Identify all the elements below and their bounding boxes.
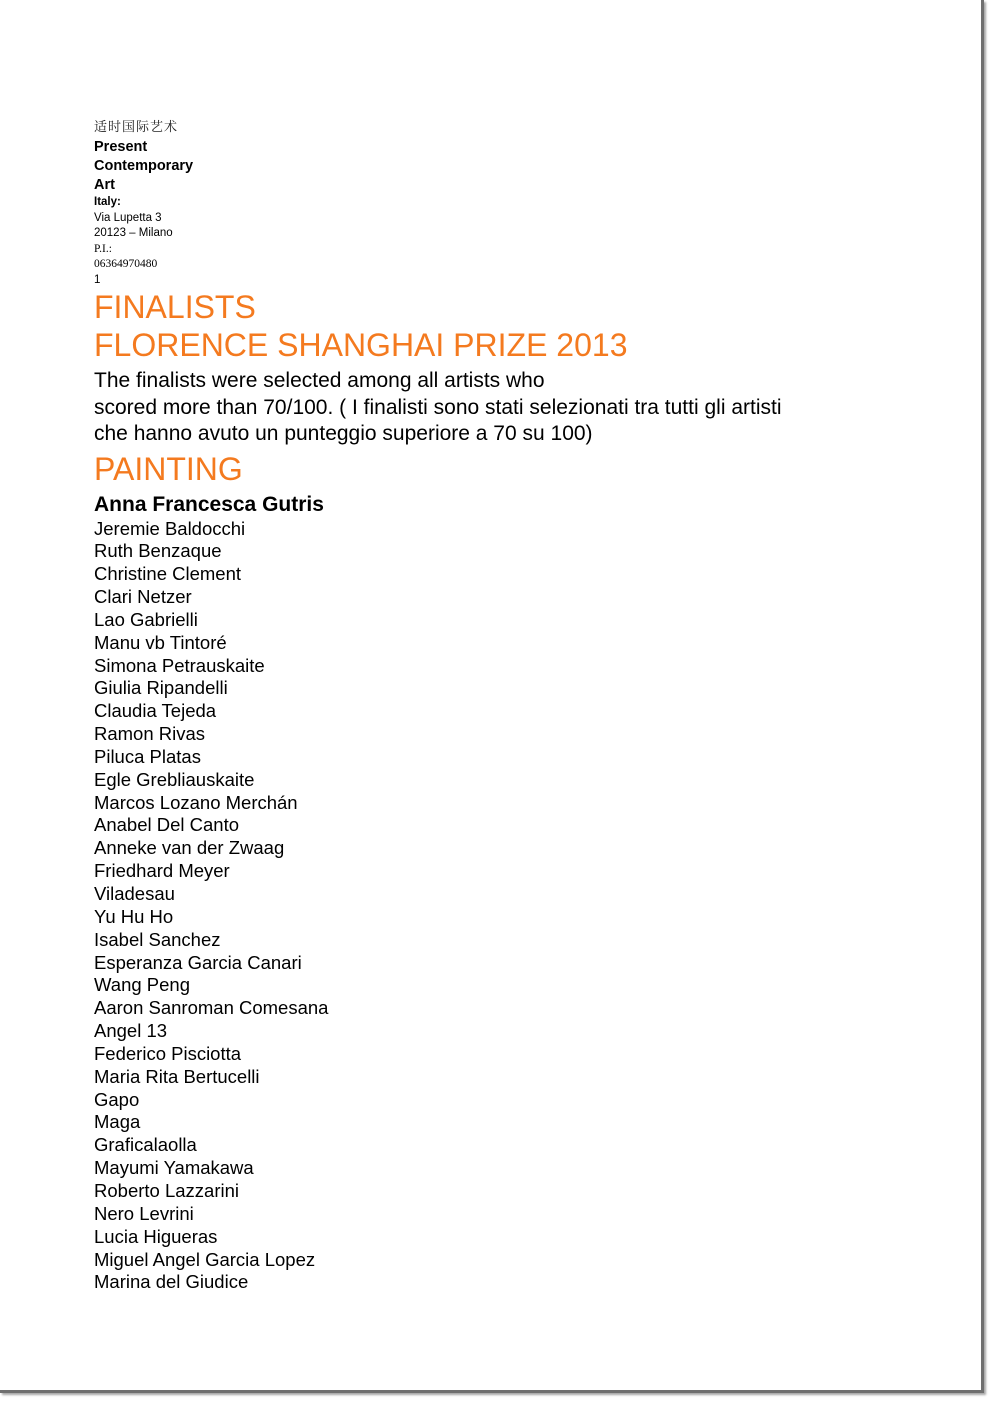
artist-list-item: Nero Levrini [94, 1202, 194, 1224]
intro-line-2: scored more than 70/100. ( I finalisti sono stati selezionati tra tutti gli artisti [94, 395, 782, 419]
artist-list-item: Simona Petrauskaite [94, 654, 265, 676]
company-name-line-1: Present [94, 139, 148, 155]
artist-list-item: Marina del Giudice [94, 1271, 249, 1293]
artist-list-item: Gapo [94, 1088, 140, 1110]
artist-list-item: Marcos Lozano Merchán [94, 791, 298, 813]
artist-list-item: Roberto Lazzarini [94, 1179, 239, 1201]
intro-line-3: che hanno avuto un punteggio superiore a 70 su 100) [94, 422, 593, 445]
artist-list-item: Yu Hu Ho [94, 905, 174, 927]
artist-list [94, 518, 914, 1295]
artist-list-item: Esperanza Garcia Canari [94, 951, 302, 973]
artist-list-item: Angel 13 [94, 1020, 168, 1042]
street-address: Via Lupetta 3 [94, 211, 162, 224]
page-number: 1 [94, 273, 101, 286]
company-chinese-name: 适时国际艺术 [94, 120, 179, 135]
artist-list-item: Aaron Sanroman Comesana [94, 997, 329, 1019]
artist-list-item: Claudia Tejeda [94, 700, 217, 722]
artist-list-item: Lucia Higueras [94, 1225, 218, 1247]
letterhead [94, 118, 914, 288]
vat-number: 06364970480 [94, 258, 158, 270]
vat-label: P.I.: [94, 242, 112, 255]
city-address: 20123 – Milano [94, 227, 173, 239]
artist-list-item: Lao Gabrielli [94, 608, 198, 630]
title-finalists: FINALISTS [94, 289, 256, 325]
artist-list-item: Miguel Angel Garcia Lopez [94, 1248, 316, 1270]
artist-list-item: Ramon Rivas [94, 723, 206, 745]
artist-list-item: Jeremie Baldocchi [94, 517, 246, 539]
country-label: Italy: [94, 196, 121, 208]
artist-list-item: Isabel Sanchez [94, 928, 221, 950]
document-content [94, 118, 914, 1294]
company-name-line-3: Art [94, 177, 115, 193]
title-prize: FLORENCE SHANGHAI PRIZE 2013 [94, 327, 628, 363]
company-name-line-2: Contemporary [94, 158, 194, 174]
lead-artist: Anna Francesca Gutris [94, 492, 324, 516]
artist-list-item: Mayumi Yamakawa [94, 1157, 254, 1179]
artist-list-item: Graficalaolla [94, 1134, 197, 1156]
intro-line-1: The finalists were selected among all artists who [94, 369, 545, 392]
artist-list-item: Federico Pisciotta [94, 1042, 242, 1064]
intro-paragraph [94, 368, 914, 448]
artist-list-item: Anneke van der Zwaag [94, 837, 285, 859]
artist-list-item: Giulia Ripandelli [94, 677, 228, 699]
artist-list-item: Viladesau [94, 883, 175, 904]
artist-list-item: Egle Grebliauskaite [94, 768, 255, 790]
section-title-painting: PAINTING [94, 450, 243, 487]
artist-list-item: Maria Rita Bertucelli [94, 1065, 260, 1087]
artist-list-item: Friedhard Meyer [94, 860, 230, 882]
artist-list-item: Christine Clement [94, 563, 242, 585]
artist-list-item: Maga [94, 1111, 141, 1133]
artist-list-item: Ruth Benzaque [94, 540, 222, 562]
artist-list-item: Anabel Del Canto [94, 814, 240, 836]
artist-list-item: Wang Peng [94, 974, 190, 996]
artist-list-item: Clari Netzer [94, 586, 192, 608]
artist-list-item: Piluca Platas [94, 745, 201, 767]
artist-list-item: Manu vb Tintoré [94, 631, 227, 653]
